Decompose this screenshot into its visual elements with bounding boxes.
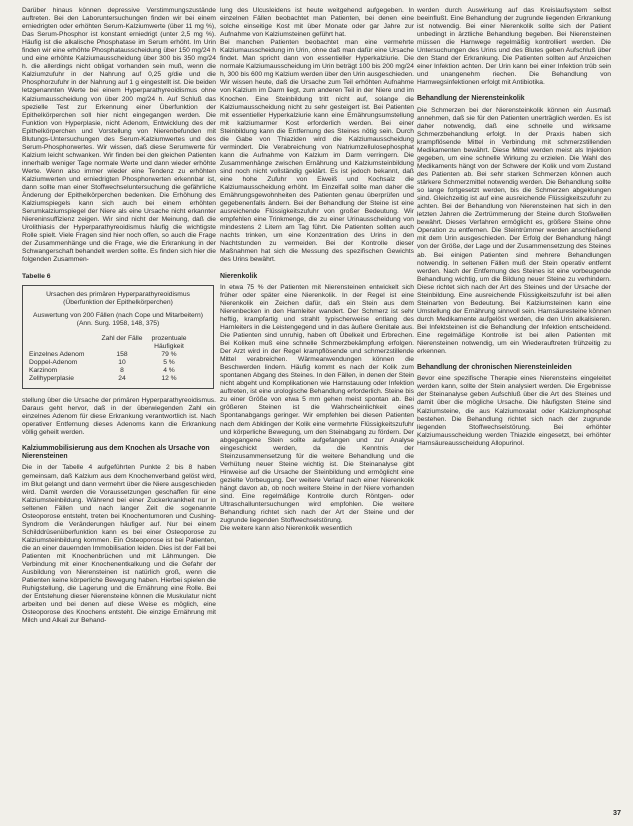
paragraph: Bevor eine spezifische Therapie eines Nierensteins eingeleitet werden kann, sollte der Stein analysiert werden. Die Ergebnisse der Steinanalyse geben Aufschluß über die Art des Steines und damit über die mögliche Ursache. Die häufigsten Steine sind Kalziumsteine, die aus Kalziumoxalat oder Kalziumphosphat bestehen. Die Behandlung richtet sich nach der zugrunde liegenden Stoffwechselstörung. Bei erhöhter Kalziumausscheidung werden Thiazide eingesetzt, bei erhöhter Harnsäureausscheidung Allopurinol. — [417, 375, 611, 447]
section-heading: Kalziummobilisierung aus dem Knochen als Ursache von Nierensteinen — [22, 445, 210, 461]
table-row — [29, 359, 207, 367]
section-heading: Nierenkolik — [220, 272, 258, 280]
paragraph: Die Schmerzen bei der Nierensteinkolik können ein Ausmaß annehmen, daß sie für den Patienten unerträglich werden. Es ist daher notwendig, daß eine schnelle und wirksame Schmerzbehandlung erfolgt. In der Praxis haben sich krampflösende Mittel in Verbindung mit schmerzstillenden Medikamenten bewährt. Diese Mittel werden meist als Injektion gegeben, um eine schnelle Wirkung zu erzielen. Die Wahl des Medikaments hängt von der Schwere der Kolik und vom Zustand des Patienten ab. Bei sehr starken Schmerzen können auch stärkere Schmerzmittel notwendig werden. Die Behandlung sollte so lange fortgesetzt werden, bis die Schmerzen abgeklungen sind. Gleichzeitig ist auf eine ausreichende Flüssigkeitszufuhr zu achten. Bei der Behandlung von Nierensteinen hat sich in den letzten Jahren die Zertrümmerung der Steine durch Stoßwellen bewährt. Dieses Verfahren ermöglicht es, größere Steine ohne Operation zu entfernen. Die Steintrümmer werden anschließend mit dem Urin ausgeschieden. Der Erfolg der Behandlung hängt von der Größe, der Lage und der Zusammensetzung des Steines ab. Bei einigen Patienten sind mehrere Behandlungen notwendig. In seltenen Fällen muß der Stein operativ entfernt werden. Nach der Entfernung des Steines ist eine vorbeugende Behandlung wichtig, um die Bildung neuer Steine zu verhindern. Diese richtet sich nach der Art des Steines und der Ursache der Steinbildung. Eine ausreichende Flüssigkeitszufuhr ist bei allen Steinarten von Bedeutung. Bei Kalziumsteinen kann eine Umstellung der Ernährung sinnvoll sein. Harnsäuresteine können durch Medikamente aufgelöst werden, die den Urin alkalisieren. Bei Infektsteinen ist die Behandlung der Infektion entscheidend. Eine regelmäßige Kontrolle ist bei allen Patienten mit Nierensteinen notwendig, um ein Wiederauftreten frühzeitig zu erkennen. — [417, 106, 611, 356]
table-cell: 79 % — [161, 350, 177, 358]
text-column-left — [22, 7, 216, 815]
section-heading: Behandlung der Nierensteinkolik — [417, 95, 525, 103]
page-number: 37 — [613, 808, 621, 817]
table-cell: 24 — [118, 374, 126, 382]
table-title: Ursachen des primären Hyperparathyreoidismus (Überfunktion der Epithelkörperchen) — [46, 290, 190, 306]
table-cell: 5 % — [163, 358, 175, 366]
paragraph: lung des Ulcusleidens ist heute weitgehend aufgegeben. In einzelnen Fällen beobachtet man Patienten, bei denen eine solche einseitige Kost mit über Monate oder gar Jahre zur Aufnahme von Kalziumsteinen geführt hat. — [220, 7, 414, 39]
table-cell: 12 % — [161, 374, 177, 382]
paragraph: stellung über die Ursache der primären Hyperparathyreoidismus. Daraus geht hervor, daß in der überwiegenden Zahl ein einzelnes Adenom für diese Erkrankung verantwortlich ist. Nach operativer Entfernung dieses Adenoms kann die Erkrankung völlig geheilt werden. — [22, 396, 216, 437]
section-heading: Behandlung der chronischen Nierensteinleiden — [417, 364, 572, 372]
table-box — [22, 285, 214, 389]
table-row — [29, 367, 207, 375]
paragraph: Bei manchen Patienten beobachtet man eine vermehrte Kalziumausscheidung im Urin, ohne daß man dafür eine Ursache findet. Man spricht dann von essentieller Hyperkalziurie. Die normale Kalziumausscheidung im Urin beträgt 100 bis 200 mg/24 h, 300 bis 600 mg Kalzium werden über den Urin ausgeschieden. Wir wissen heute, daß die Ursache zum Teil erhöhten Aufnahme von Kalzium im Darm liegt, zum anderen Teil in der Niere und im Knochen. Eine Steinbildung tritt nicht auf, solange die Kalziumausscheidung nicht zu sehr gesteigert ist. Bei Patienten mit essentieller Hyperkalziurie kann eine Ernährungsumstellung mit kalziumarmer Kost erforderlich werden. Bei einer Steinbildung kann die Entfernung des Steines nötig sein. Durch die Gabe von Thiaziden wird die Kalziumausscheidung vermindert. Die Verabreichung von Natriumzellulosephosphat kann die Aufnahme von Kalzium im Darm verringern. Die Zusammenhänge zwischen Ernährung und Kalziumsteinbildung sind noch nicht vollständig geklärt. Es ist jedoch bekannt, daß eine hohe Zufuhr von Eiweiß und Kochsalz die Kalziumausscheidung erhöht. Im Einzelfall sollte man daher die Ernährungsgewohnheiten des Patienten genau überprüfen und gegebenenfalls ändern. Bei der Behandlung der Steine ist eine ausreichende Flüssigkeitszufuhr von großer Bedeutung. Wir empfehlen eine Trinkmenge, die zu einer Urinausscheidung von mindestens 2 Litern am Tag führt. Die Patienten sollten auch nachts trinken, um eine Konzentration des Urins in den Nachtstunden zu vermeiden. Bei der Kontrolle dieser Maßnahmen hat sich die Messung des spezifischen Gewichts des Urins bewährt. — [220, 39, 414, 264]
table-header-cell: prozentuale Häufigkeit — [151, 334, 187, 350]
table-row — [29, 375, 207, 383]
paragraph: In etwa 75 % der Patienten mit Nierensteinen entwickelt sich früher oder später eine Nierenkolik. In der Regel ist eine Nierenkolik ein Zeichen dafür, daß ein Stein aus dem Nierenbecken in den Harnleiter wandert. Der Schmerz ist sehr heftig, krampfartig und strahlt typischerweise entlang des Harnleiters in die Leistengegend und in das äußere Genitale aus. Die Patienten sind unruhig, haben oft Übelkeit und Erbrechen. Bei Koliken muß eine schnelle Schmerzbekämpfung erfolgen. Der Arzt wird in der Regel krampflösende und schmerzstillende Mittel verabreichen. Wärmeanwendungen können die Beschwerden lindern. Häufig kommt es nach der Kolik zum spontanen Abgang des Steines. In den Fällen, in denen der Stein nicht abgeht und Komplikationen wie Harnstauung oder Infektion auftreten, ist eine urologische Behandlung erforderlich. Steine bis zu einer Größe von etwa 5 mm gehen meist spontan ab. Bei größeren Steinen ist die Wahrscheinlichkeit eines Spontanabgangs geringer. Wir empfehlen bei diesen Patienten nach dem Abklingen der Kolik eine vermehrte Flüssigkeitszufuhr und körperliche Bewegung, um den Steinabgang zu fördern. Der abgegangene Stein sollte aufgefangen und zur Analyse eingeschickt werden, da die Kenntnis der Steinzusammensetzung für die weitere Behandlung und die Verhütung neuer Steine wichtig ist. Die Steinanalyse gibt Hinweise auf die Ursache der Steinbildung und ermöglicht eine gezielte Vorbeugung. Der weitere Verlauf nach einer Nierenkolik hängt davon ab, ob noch weitere Steine in der Niere vorhanden sind. Eine regelmäßige Kontrolle durch Röntgen- oder Ultraschalluntersuchungen wird empfohlen. Die weitere Behandlung richtet sich nach der Art der Steine und der zugrunde liegenden Stoffwechselstörung. — [220, 283, 414, 525]
table-cell: 8 — [120, 366, 124, 374]
text-column-right — [417, 7, 611, 815]
text-column-middle — [220, 7, 414, 815]
table-cell: 4 % — [163, 366, 175, 374]
table-cell: Doppel-Adenom — [29, 358, 78, 366]
paragraph: werden durch Auswirkung auf das Kreislaufsystem selbst beeinflußt. Eine Behandlung der zugrunde liegenden Erkrankung ist notwendig. Bei einer Nierenkolik sollte sich der Patient unbedingt in ärztliche Behandlung begeben. Bei Nierensteinen müssen die Harnwege regelmäßig kontrolliert werden. Die Untersuchungen des Urins und des Blutes geben Aufschluß über den Stand der Erkrankung. Die Patienten sollten auf Anzeichen einer Infektion achten. Der Urin kann bei einer Infektion trüb sein und unangenehm riechen. Die Behandlung von Harnwegsinfektionen erfolgt mit Antibiotika. — [417, 7, 611, 87]
table-header-cell — [29, 335, 101, 351]
table-cell: Zellhyperplasie — [29, 374, 74, 382]
paragraph: Die weitere kann also Nierenkolik wesentlich — [220, 525, 352, 533]
table-header-cell: Zahl der Fälle — [101, 334, 143, 342]
table-row — [29, 351, 207, 359]
table-source: Auswertung von 200 Fällen (nach Cope und Mitarbeitern) (Ann. Surg. 1958, 148, 375) — [33, 311, 203, 327]
paragraph: Die in der Tabelle 4 aufgeführten Punkte 2 bis 8 haben gemeinsam, daß Kalzium aus dem Knochenverband gelöst wird, im Blut gelangt und dann vermehrt über die Niere ausgeschieden wird. Damit werden die Voraussetzungen geschaffen für eine Kalziumsteinbildung. Während bei einer Zuckerkrankheit nur in seltenen Fällen und nach langer Zeit die sogenannte Osteoporose entsteht, treten bei Knochentumoren und Cushing-Syndrom die Veränderungen häufiger auf. Nur bei einem Schilddrüsenüberfunktion kann es bei einer Osteoporose zu Kalziumsteinbildung kommen. Ein Osteoporose ist bei Patienten, die an einer dauernden Immobilisation leiden. Dies ist der Fall bei Patienten mit Knochenbrüchen und mit Lähmungen. Die Verbindung mit einer Knochenentkalkung und die Gefahr der Ausbildung von Nierensteinen ist natürlich groß, wenn die Patienten keine körperliche Bewegung haben. Hierbei spielen die Ruhigstellung, die Lagerung und die Ernährung eine Rolle. Bei der Entstehung dieser Nierensteine können die Muskulatur nicht arbeiten und bei denen auf diese Weise es möglich, eine Osteoporose des Knochens entsteht. Die einzige Ernährung mit Milch und Alkali zur Behand- — [22, 464, 216, 625]
paragraph: Darüber hinaus können depressive Verstimmungszustände auftreten. Bei den Laboruntersuchungen finden wir bei einem erniedrigten oder erhöhten Serum-Kalziumwerte (über 11 mg %), Das Serum-Phosphor ist konstant erniedrigt (unter 2,5 mg %). Häufig ist die alkalische Phosphatase im Serum erhöht. Im Urin finden wir eine erhöhte Phosphatausscheidung über 150 mg/24 h und eine erhöhte Kalziumausscheidung über 300 bis 350 mg/24 h. die allerdings nicht obligat vorhanden sein muß, wenn die Kalziumzufuhr in der Nahrung auf 0,25 g/die und die Phosphorzufuhr in der Nahrung auf 1 g eingestellt ist. Die beiden letzgenannten Werte bei einem Hyperparathyreoidismus ohne Kalziumausscheidung von über 200 mg/24 h. Auf Schluß das spezielle Test zur Erkennung einer Überfunktion der Epithelkörperchen soll hier nicht eingegangen werden. Die Funktion von Hyperplasie, nicht Adenom, Entwicklung des der Epithelkörperchen und Vorstellung von Nierenbefunden mit Blutungs-Untersuchungen des Serum-Kalziumwertes und des Serum-Phosphorwertes. Wir wissen, daß diese Serumwerte für Kalzium leicht schwanken. Wir finden bei den gleichen Patienten innerhalb weniger Tage normale Werte und dann wieder erhöhte Werte. Wenn also immer wieder eine Tendenz zu erhöhten Kalziumwerten und erniedrigten Phosphorwerten erkennbar ist, dann sollte man einer Stoffwechseluntersuchung die gefährliche Änderung der Epithelkörperchen bedenken. Die Erhöhung des Kalziumspiegels kann sich auch bei einem erhöhten Serumkalziumspiegel der Niere als eine Ursache nicht erkannter Niereninsuffizienz zeigen. Wir sind nicht der Meinung, daß die Urolithiasis der Hyperparathyreoidismus häufig die wichtigste Rolle spielt. Viele Fragen sind hier noch offen, so auch die Frage der Zusammenhänge und die Frage, wie die Erkrankung in der Schwangerschaft behandelt werden sollte. Es finden sich hier die folgenden Zusammen- — [22, 7, 216, 264]
table-cell: 10 — [118, 358, 126, 366]
table-cell: Karzinom — [29, 366, 58, 374]
table-cell: 158 — [116, 350, 128, 358]
table-label: Tabelle 6 — [22, 272, 51, 280]
table-header — [29, 335, 207, 351]
table-cell: Einzelnes Adenom — [29, 350, 85, 358]
